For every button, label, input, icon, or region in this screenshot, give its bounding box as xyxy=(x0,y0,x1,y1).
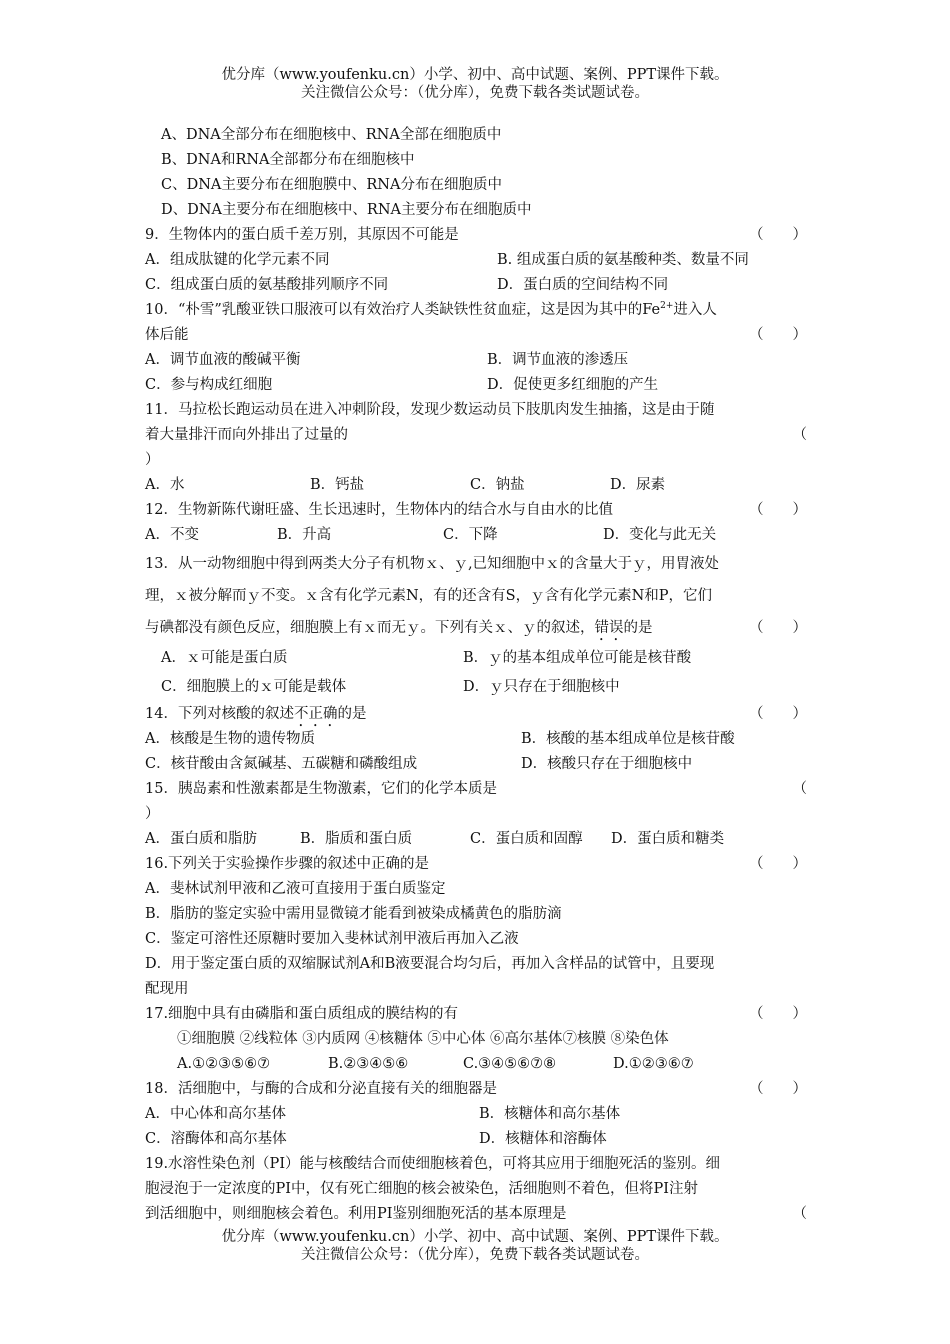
q17-option-a: A.①②③⑤⑥⑦ xyxy=(177,1056,271,1072)
q15-paren-open: （ xyxy=(792,781,807,797)
q13-answer-paren: （ ） xyxy=(749,620,807,636)
q13-stem-line-1: 13．从一动物细胞中得到两类大分子有机物ｘ、ｙ,已知细胞中ｘ的含量大于ｙ，用胃液处 xyxy=(145,556,720,572)
q12-answer-paren: （ ） xyxy=(749,502,807,518)
q13-stem-3-pre: 与碘都没有颜色反应，细胞膜上有ｘ而无ｙ。下列有关ｘ、ｙ的叙述， xyxy=(145,620,595,636)
q18-option-c: C．溶酶体和高尔基体 xyxy=(145,1131,287,1147)
q15-stem xyxy=(145,777,807,802)
q8-option-b: B、DNA和RNA全部都分布在细胞核中 xyxy=(161,152,415,168)
q10-stem-line-1 xyxy=(145,298,807,323)
q18-answer-paren: （ ） xyxy=(749,1081,807,1097)
q11-option-c: C．钠盐 xyxy=(470,477,525,493)
q10-stem-post: 进入人 xyxy=(673,302,717,318)
q13-option-c: C．细胞膜上的ｘ可能是载体 xyxy=(161,679,347,695)
header-line-2: 关注微信公众号：（优分库），免费下载各类试题试卷。 xyxy=(301,85,649,101)
q15-options-row xyxy=(145,827,807,852)
q16-option-b: B．脂肪的鉴定实验中需用显微镜才能看到被染成橘黄色的脂肪滴 xyxy=(145,906,562,922)
q15-option-c: C．蛋白质和固醇 xyxy=(470,831,583,847)
exam-content xyxy=(145,123,807,1227)
q10-fe-charge: 2+ xyxy=(660,301,674,311)
q11-stem-line-2 xyxy=(145,423,807,448)
q16-answer-paren: （ ） xyxy=(749,856,807,872)
q10-option-d: D．促使更多红细胞的产生 xyxy=(487,377,659,393)
q16-stem-text: 16.下列关于实验操作步骤的叙述中正确的是 xyxy=(145,856,430,872)
q10-option-a: A．调节血液的酸碱平衡 xyxy=(145,352,301,368)
q16-option-d-line-1: D．用于鉴定蛋白质的双缩脲试剂A和B液要混合均匀后，再加入含样品的试管中，且要现 xyxy=(145,956,715,972)
q14-answer-paren: （ ） xyxy=(749,706,807,722)
footer-line-2: 关注微信公众号：（优分库），免费下载各类试题试卷。 xyxy=(301,1247,649,1263)
q11-options-row xyxy=(145,473,807,498)
q13-option-d: D．ｙ只存在于细胞核中 xyxy=(463,679,620,695)
q9-stem-text: 9．生物体内的蛋白质千差万别，其原因不可能是 xyxy=(145,227,459,243)
q18-stem xyxy=(145,1077,807,1102)
q19-stem-line-3 xyxy=(145,1202,807,1227)
q10-stem-2: 体后能 xyxy=(145,327,189,343)
q19-stem-3: 到活细胞中，则细胞核会着色。利用PI鉴别细胞死活的基本原理是 xyxy=(145,1206,567,1222)
q18-option-a: A．中心体和高尔基体 xyxy=(145,1106,286,1122)
q14-stem-post: 的是 xyxy=(337,706,367,722)
q12-option-c: C．下降 xyxy=(443,527,498,543)
q9-options-row-2 xyxy=(145,273,807,298)
q18-option-d: D．核糖体和溶酶体 xyxy=(479,1131,607,1147)
q16-option-a: A．斐林试剂甲液和乙液可直接用于蛋白质鉴定 xyxy=(145,881,446,897)
q11-option-d: D．尿素 xyxy=(610,477,666,493)
q14-option-d: D．核酸只存在于细胞核中 xyxy=(521,756,693,772)
q17-answer-paren: （ ） xyxy=(749,1006,807,1022)
q15-option-b: B．脂质和蛋白质 xyxy=(300,831,413,847)
q9-option-b: B. 组成蛋白质的氨基酸种类、数量不同 xyxy=(497,252,749,268)
q13-stem-3-post: 的是 xyxy=(623,620,653,636)
q10-option-c: C．参与构成红细胞 xyxy=(145,377,273,393)
q11-stem-line-1: 11．马拉松长跑运动员在进入冲刺阶段，发现少数运动员下肢肌肉发生抽搐，这是由于随 xyxy=(145,402,715,418)
q13-emphasis: 错误 xyxy=(594,620,624,636)
q13-stem-line-2: 理，ｘ被分解而ｙ不变。ｘ含有化学元素N，有的还含有S，ｙ含有化学元素N和P，它们 xyxy=(145,588,713,604)
header-line-1: 优分库（www.youfenku.cn）小学、初中、高中试题、案例、PPT课件下载。 xyxy=(221,67,729,83)
q9-answer-paren: （ ） xyxy=(749,227,807,243)
q17-option-b: B.②③④⑤⑥ xyxy=(328,1056,409,1072)
q12-stem xyxy=(145,498,807,523)
q11-option-a: A．水 xyxy=(145,477,185,493)
q9-stem xyxy=(145,223,807,248)
page-header xyxy=(0,66,950,102)
q14-options-row-1 xyxy=(145,727,807,752)
q10-option-b: B．调节血液的渗透压 xyxy=(487,352,629,368)
q8-option-d: D、DNA主要分布在细胞核中、RNA主要分布在细胞质中 xyxy=(161,202,532,218)
q12-option-a: A．不变 xyxy=(145,527,199,543)
q11-paren-close-line: ） xyxy=(145,452,160,468)
q11-paren-open: （ xyxy=(792,427,807,443)
q17-option-c: C.③④⑤⑥⑦⑧ xyxy=(463,1056,557,1072)
q12-option-b: B．升高 xyxy=(277,527,332,543)
q18-options-row-2 xyxy=(145,1127,807,1152)
q14-options-row-2 xyxy=(145,752,807,777)
q19-stem-line-2: 胞浸泡于一定浓度的PI中，仅有死亡细胞的核会被染色，活细胞则不着色，但将PI注射 xyxy=(145,1181,698,1197)
q15-option-a: A．蛋白质和脂肪 xyxy=(145,831,257,847)
q9-option-d: D．蛋白质的空间结构不同 xyxy=(497,277,669,293)
q10-stem-line-2 xyxy=(145,323,807,348)
footer-line-1: 优分库（www.youfenku.cn）小学、初中、高中试题、案例、PPT课件下载。 xyxy=(221,1229,729,1245)
q17-stem-text: 17.细胞中具有由磷脂和蛋白质组成的膜结构的有 xyxy=(145,1006,459,1022)
q13-options-row-2 xyxy=(145,673,807,702)
q17-items: ①细胞膜 ②线粒体 ③内质网 ④核糖体 ⑤中心体 ⑥高尔基体⑦核膜 ⑧染色体 xyxy=(177,1031,669,1047)
q16-option-c: C．鉴定可溶性还原糖时要加入斐林试剂甲液后再加入乙液 xyxy=(145,931,519,947)
q17-options-row xyxy=(145,1052,807,1077)
q14-option-a: A．核酸是生物的遗传物质 xyxy=(145,731,315,747)
q10-answer-paren: （ ） xyxy=(749,327,807,343)
q10-options-row-1 xyxy=(145,348,807,373)
q14-option-b: B．核酸的基本组成单位是核苷酸 xyxy=(521,731,735,747)
q19-paren-open: （ xyxy=(792,1206,807,1222)
q9-option-a: A．组成肽键的化学元素不同 xyxy=(145,252,330,268)
q18-options-row-1 xyxy=(145,1102,807,1127)
q14-emphasis: 不正确 xyxy=(293,706,338,722)
q15-option-d: D．蛋白质和糖类 xyxy=(611,831,725,847)
q10-options-row-2 xyxy=(145,373,807,398)
q18-option-b: B．核糖体和高尔基体 xyxy=(479,1106,621,1122)
q12-option-d: D．变化与此无关 xyxy=(603,527,717,543)
q10-stem-pre: 10．“朴雪”乳酸亚铁口服液可以有效治疗人类缺铁性贫血症，这是因为其中的 xyxy=(145,302,643,318)
q17-option-d: D.①②③⑥⑦ xyxy=(613,1056,694,1072)
q8-option-c: C、DNA主要分布在细胞膜中、RNA分布在细胞质中 xyxy=(161,177,502,193)
q12-stem-text: 12．生物新陈代谢旺盛、生长迅速时，生物体内的结合水与自由水的比值 xyxy=(145,502,613,518)
q15-paren-close-line: ） xyxy=(145,806,160,822)
q15-stem-text: 15．胰岛素和性激素都是生物激素，它们的化学本质是 xyxy=(145,781,497,797)
q13-option-a: A．ｘ可能是蛋白质 xyxy=(161,650,288,666)
q8-option-a: A、DNA全部分布在细胞核中、RNA全部在细胞质中 xyxy=(161,127,502,143)
q16-stem xyxy=(145,852,807,877)
q16-option-d-line-2: 配现用 xyxy=(145,981,189,997)
q17-stem xyxy=(145,1002,807,1027)
q12-options-row xyxy=(145,523,807,548)
q13-option-b: B．ｙ的基本组成单位可能是核苷酸 xyxy=(463,650,692,666)
q13-stem-line-3 xyxy=(145,612,807,644)
q14-option-c: C．核苷酸由含氮碱基、五碳糖和磷酸组成 xyxy=(145,756,418,772)
q18-stem-text: 18．活细胞中，与酶的合成和分泌直接有关的细胞器是 xyxy=(145,1081,497,1097)
q14-stem xyxy=(145,702,807,727)
q9-option-c: C．组成蛋白质的氨基酸排列顺序不同 xyxy=(145,277,389,293)
q11-stem-2: 着大量排汗而向外排出了过量的 xyxy=(145,427,348,443)
q13-options-row-1 xyxy=(145,644,807,673)
q14-stem-pre: 14．下列对核酸的叙述 xyxy=(145,706,294,722)
page-footer xyxy=(0,1228,950,1264)
q19-stem-line-1: 19.水溶性染色剂（PI）能与核酸结合而使细胞核着色，可将其应用于细胞死活的鉴别。细 xyxy=(145,1156,721,1172)
q10-fe: Fe xyxy=(642,302,661,318)
q9-options-row-1 xyxy=(145,248,807,273)
q11-option-b: B．钙盐 xyxy=(310,477,365,493)
